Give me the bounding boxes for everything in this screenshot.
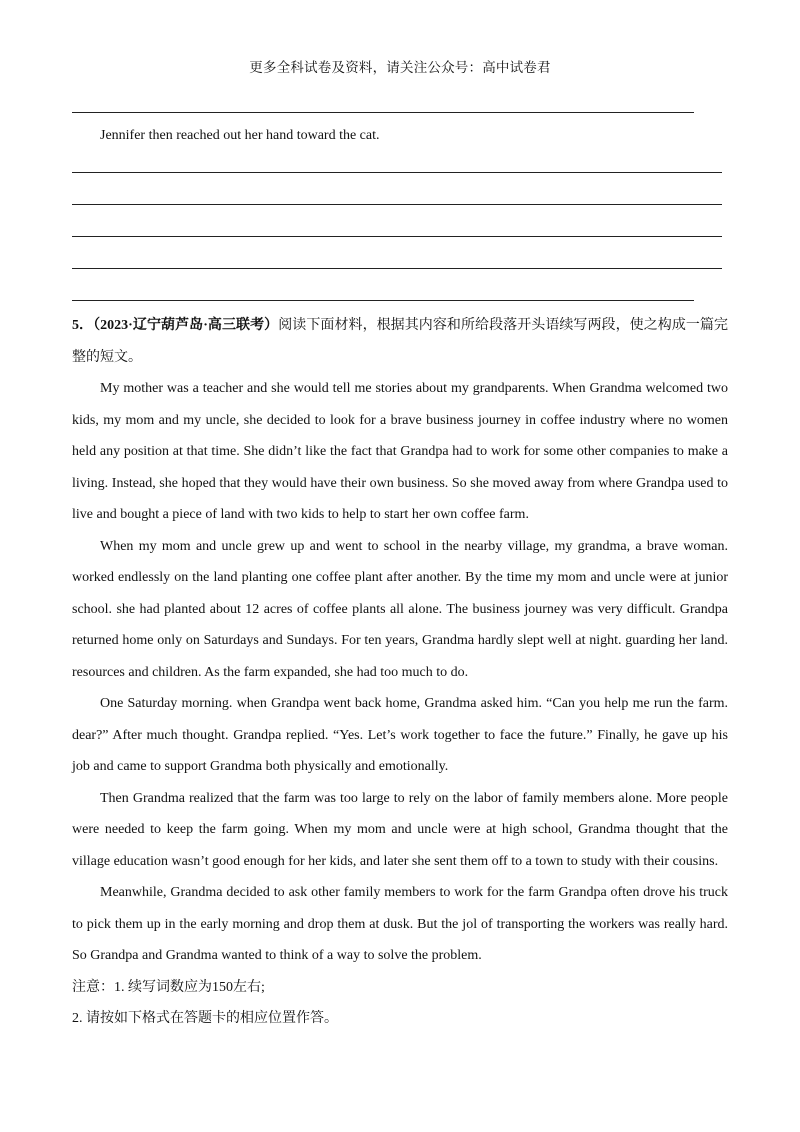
passage-paragraph: Meanwhile, Grandma decided to ask other family members to work for the farm Grandpa often drove his truck to pick them up in the early morning and drop them at dusk. But the jol of transporting the workers was really hard. So Grandpa and Grandma wanted to think of a way to solve the problem.	[72, 885, 728, 963]
question-number: 5．	[72, 318, 94, 333]
passage-paragraph: My mother was a teacher and she would tell me stories about my grandparents. When Grandma welcomed two kids, my mom and my uncle, she decided to look for a brave business journey in coffee industry where no women held any position at that time. She didn’t like the fact that Grandpa had to work for some other companies to make a living. Instead, she hoped that they would have their own business. So she moved away from where Grandpa used to live and bought a piece of land with two kids to help to start her own coffee farm.	[72, 381, 728, 522]
answer-line	[72, 204, 722, 205]
answer-line	[72, 236, 722, 237]
note-line: 注意：1. 续写词数应为150左右;	[72, 979, 265, 995]
page-header: 更多全科试卷及资料，请关注公众号：高中试卷君	[249, 60, 551, 75]
passage-paragraph: One Saturday morning. when Grandpa went back home, Grandma asked him. “Can you help me run the farm. dear?” After much thought. Grandpa replied. “Yes. Let’s work together to face the future.” Finally, he gave up his job and came to support Grandma both physically and emotionally.	[72, 696, 728, 774]
question-heading	[72, 310, 728, 373]
passage-paragraph: Then Grandma realized that the farm was too large to rely on the labor of family members alone. More people were needed to keep the farm going. When my mom and uncle were at high school, Grandma thought that the village education wasn’t good enough for her kids, and later she sent them off to a town to study with their cousins.	[72, 790, 728, 869]
note-line: 2. 请按如下格式在答题卡的相应位置作答。	[72, 1011, 338, 1026]
answer-line	[72, 300, 694, 301]
question-source: （2023·辽宁葫芦岛·高三联考）	[93, 318, 279, 333]
question-instruction: 阅读下面材料，根据其内容和所给段落开头语续写两段，使之构成一篇完整的短文。	[72, 318, 729, 365]
answer-line	[72, 172, 722, 173]
question-body	[72, 310, 728, 1035]
answer-line	[72, 268, 722, 269]
answer-line	[72, 112, 694, 113]
passage-paragraph: When my mom and uncle grew up and went to school in the nearby village, my grandma, a brave woman. worked endlessly on the land planting one coffee plant after another. By the time my mom and uncle were at junior school. she had planted about 12 acres of coffee plants all alone. The business journey was very difficult. Grandpa returned home only on Saturdays and Sundays. For ten years, Grandma hardly slept well at night. guarding her land. resources and children. As the farm expanded, she had too much to do.	[72, 538, 728, 680]
writing-prompt: Jennifer then reached out her hand toward the cat.	[100, 128, 380, 143]
